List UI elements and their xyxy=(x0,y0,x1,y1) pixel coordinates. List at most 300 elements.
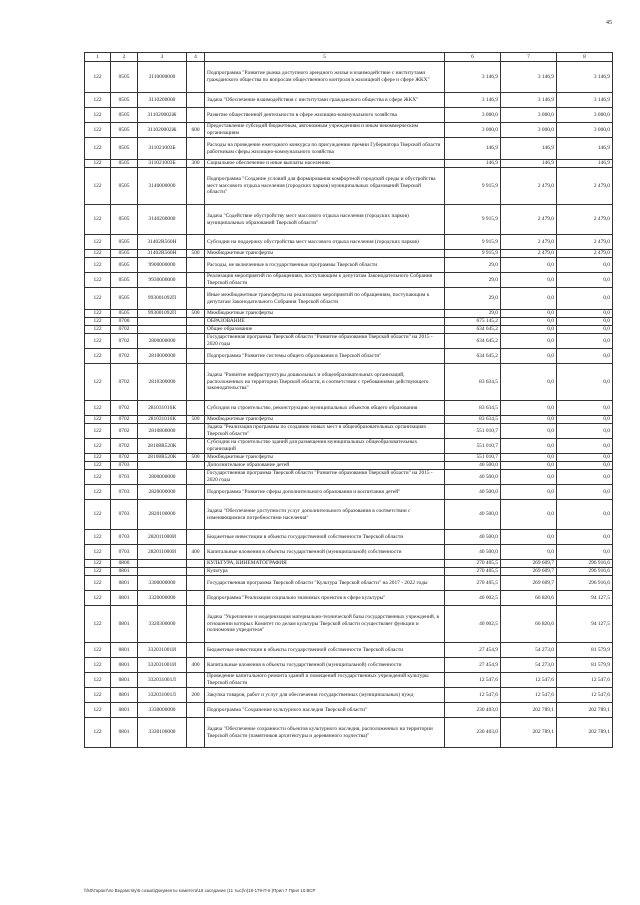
amount-year3-cell: 94 127,5 xyxy=(557,591,613,606)
amount-year2-cell: 0,0 xyxy=(501,500,557,530)
ministry-code-cell: 122 xyxy=(85,568,111,576)
amount-year3-cell: 0,0 xyxy=(557,401,613,416)
table-row xyxy=(85,326,613,334)
section-code-cell: 0702 xyxy=(111,424,138,439)
amount-year3-cell: 0,0 xyxy=(557,530,613,545)
amount-year1-cell: 230 403,0 xyxy=(445,703,501,718)
ministry-code-cell: 122 xyxy=(85,462,111,470)
section-code-cell: 0702 xyxy=(111,454,138,462)
amount-year2-cell: 2 479,0 xyxy=(501,205,557,235)
amount-year2-cell: 0,0 xyxy=(501,545,557,560)
table-row xyxy=(85,439,613,454)
amount-year1-cell: 29,0 xyxy=(445,258,501,273)
amount-year3-cell: 202 789,1 xyxy=(557,718,613,748)
section-code-cell: 0703 xyxy=(111,462,138,470)
section-code-cell: 0505 xyxy=(111,250,138,258)
target-article-cell: 2800000000 xyxy=(138,334,187,349)
description-cell: Общее образование xyxy=(205,326,445,334)
expense-type-cell xyxy=(187,643,205,658)
description-cell: Государственная программа Тверской области "Развитие образования Тверской области" на 2015 - 2020 годы xyxy=(205,470,445,485)
amount-year3-cell: 0,0 xyxy=(557,288,613,310)
expense-type-cell: 400 xyxy=(187,545,205,560)
amount-year1-cell: 270 405,5 xyxy=(445,576,501,591)
amount-year1-cell: 270 405,5 xyxy=(445,568,501,576)
amount-year3-cell: 2 479,0 xyxy=(557,205,613,235)
amount-year1-cell: 230 403,0 xyxy=(445,718,501,748)
target-article-cell: 2810000000 xyxy=(138,349,187,364)
section-code-cell: 0801 xyxy=(111,576,138,591)
ministry-code-cell: 122 xyxy=(85,718,111,748)
section-code-cell: 0703 xyxy=(111,530,138,545)
ministry-code-cell: 122 xyxy=(85,258,111,273)
section-code-cell: 0702 xyxy=(111,334,138,349)
amount-year3-cell: 2 479,0 xyxy=(557,250,613,258)
ministry-code-cell: 122 xyxy=(85,688,111,703)
amount-year1-cell: 634 645,2 xyxy=(445,326,501,334)
table-row xyxy=(85,401,613,416)
expense-type-cell: 400 xyxy=(187,658,205,673)
amount-year1-cell: 40 500,0 xyxy=(445,500,501,530)
amount-year2-cell: 0,0 xyxy=(501,462,557,470)
target-article-cell: 31402R560Н xyxy=(138,235,187,250)
amount-year2-cell: 202 789,1 xyxy=(501,703,557,718)
section-code-cell: 0505 xyxy=(111,205,138,235)
target-article-cell: 9900000000 xyxy=(138,258,187,273)
column-number: 4 xyxy=(187,53,205,62)
amount-year3-cell: 0,0 xyxy=(557,258,613,273)
table-row xyxy=(85,454,613,462)
table-row xyxy=(85,718,613,748)
expense-type-cell xyxy=(187,568,205,576)
section-code-cell: 0505 xyxy=(111,235,138,250)
ministry-code-cell: 122 xyxy=(85,439,111,454)
description-cell: Задача "Развитие инфраструктуры дошкольных и общеобразовательных организаций, расположенных на территории Тверской области, в соответствии с требованиями действующего законодательства" xyxy=(205,364,445,401)
ministry-code-cell: 122 xyxy=(85,138,111,160)
expense-type-cell xyxy=(187,606,205,643)
amount-year2-cell: 3 000,0 xyxy=(501,123,557,138)
table-row xyxy=(85,108,613,123)
expense-type-cell xyxy=(187,205,205,235)
amount-year2-cell: 269 609,7 xyxy=(501,568,557,576)
description-cell: Реализация мероприятий по обращениям, поступающим к депутатам Законодательного Собрания Тверской области xyxy=(205,273,445,288)
amount-year2-cell: 0,0 xyxy=(501,326,557,334)
section-code-cell: 0703 xyxy=(111,470,138,485)
amount-year3-cell: 0,0 xyxy=(557,439,613,454)
ministry-code-cell: 122 xyxy=(85,643,111,658)
amount-year2-cell: 3 146,9 xyxy=(501,62,557,93)
amount-year2-cell: 66 820,6 xyxy=(501,606,557,643)
amount-year2-cell: 0,0 xyxy=(501,485,557,500)
amount-year2-cell: 202 789,1 xyxy=(501,718,557,748)
section-code-cell: 0801 xyxy=(111,591,138,606)
amount-year2-cell: 2 479,0 xyxy=(501,168,557,205)
amount-year1-cell: 270 405,5 xyxy=(445,560,501,568)
amount-year3-cell: 3 000,0 xyxy=(557,123,613,138)
amount-year3-cell: 0,0 xyxy=(557,318,613,326)
target-article-cell: 311020002Ж xyxy=(138,123,187,138)
target-article-cell: 311021003Б xyxy=(138,160,187,168)
table-row xyxy=(85,310,613,318)
amount-year2-cell: 0,0 xyxy=(501,318,557,326)
table-row xyxy=(85,688,613,703)
description-cell: Субсидии на строительство, реконструкцию муниципальных объектов общего образования xyxy=(205,401,445,416)
column-number: 3 xyxy=(138,53,187,62)
target-article-cell: 332031001Л xyxy=(138,673,187,688)
amount-year1-cell: 40 500,0 xyxy=(445,470,501,485)
description-cell: КУЛЬТУРА, КИНЕМАТОГРАФИЯ xyxy=(205,560,445,568)
expense-type-cell xyxy=(187,485,205,500)
amount-year1-cell: 83 634,5 xyxy=(445,416,501,424)
amount-year2-cell: 0,0 xyxy=(501,288,557,310)
amount-year2-cell: 269 609,7 xyxy=(501,576,557,591)
table-row xyxy=(85,349,613,364)
amount-year1-cell: 29,0 xyxy=(445,310,501,318)
page-number: 45 xyxy=(606,20,612,26)
description-cell: Подпрограмма "Создание условий для формирования комфортной городской среды и обустройства мест массового отдыха населения (городских парков) муниципальных образований Тверской области" xyxy=(205,168,445,205)
amount-year1-cell: 83 634,5 xyxy=(445,401,501,416)
amount-year2-cell: 0,0 xyxy=(501,334,557,349)
description-cell: Государственная программа Тверской области "Культура Тверской области" на 2017 - 2022 годы xyxy=(205,576,445,591)
amount-year2-cell: 3 146,9 xyxy=(501,93,557,108)
section-code-cell: 0505 xyxy=(111,288,138,310)
budget-table-container xyxy=(84,52,612,748)
target-article-cell: 2800000000 xyxy=(138,470,187,485)
section-code-cell: 0801 xyxy=(111,643,138,658)
target-article-cell: 3110000000 xyxy=(138,62,187,93)
amount-year3-cell: 81 579,9 xyxy=(557,643,613,658)
table-row xyxy=(85,258,613,273)
amount-year2-cell: 3 000,0 xyxy=(501,108,557,123)
ministry-code-cell: 122 xyxy=(85,530,111,545)
amount-year3-cell: 0,0 xyxy=(557,349,613,364)
ministry-code-cell: 122 xyxy=(85,326,111,334)
expense-type-cell xyxy=(187,318,205,326)
section-code-cell: 0800 xyxy=(111,560,138,568)
amount-year1-cell: 634 645,2 xyxy=(445,349,501,364)
section-code-cell: 0702 xyxy=(111,364,138,401)
budget-table xyxy=(84,52,613,748)
description-cell: Предоставление субсидий бюджетным, автономным учреждениям и иным некоммерческим организациям xyxy=(205,123,445,138)
description-cell: Межбюджетные трансферты xyxy=(205,250,445,258)
amount-year3-cell: 12 547,6 xyxy=(557,688,613,703)
amount-year1-cell: 3 146,9 xyxy=(445,93,501,108)
ministry-code-cell: 122 xyxy=(85,349,111,364)
table-row xyxy=(85,673,613,688)
ministry-code-cell: 122 xyxy=(85,673,111,688)
expense-type-cell xyxy=(187,273,205,288)
target-article-cell: 3140000000 xyxy=(138,168,187,205)
section-code-cell: 0505 xyxy=(111,108,138,123)
amount-year3-cell: 0,0 xyxy=(557,326,613,334)
ministry-code-cell: 122 xyxy=(85,364,111,401)
expense-type-cell xyxy=(187,235,205,250)
table-row xyxy=(85,606,613,643)
expense-type-cell xyxy=(187,326,205,334)
description-cell: Государственная программа Тверской области "Развитие образования Тверской области" на 2015 - 2020 годы xyxy=(205,334,445,349)
section-code-cell: 0505 xyxy=(111,310,138,318)
table-row xyxy=(85,462,613,470)
table-row xyxy=(85,560,613,568)
target-article-cell: 28108R520К xyxy=(138,454,187,462)
amount-year1-cell: 27 454,9 xyxy=(445,643,501,658)
amount-year2-cell: 0,0 xyxy=(501,530,557,545)
ministry-code-cell: 122 xyxy=(85,703,111,718)
section-code-cell: 0505 xyxy=(111,168,138,205)
table-row xyxy=(85,160,613,168)
description-cell: Задача "Укрепление и модернизация материально-технической базы государственных учреждений, в отношении которых Комитет по делам культуры Тверской области осуществляет функции и полномочия учредителя" xyxy=(205,606,445,643)
expense-type-cell xyxy=(187,439,205,454)
ministry-code-cell: 122 xyxy=(85,273,111,288)
amount-year2-cell: 0,0 xyxy=(501,439,557,454)
expense-type-cell xyxy=(187,62,205,93)
expense-type-cell xyxy=(187,703,205,718)
amount-year3-cell: 81 579,9 xyxy=(557,658,613,673)
amount-year1-cell: 9 915,9 xyxy=(445,205,501,235)
ministry-code-cell: 122 xyxy=(85,160,111,168)
ministry-code-cell: 122 xyxy=(85,606,111,643)
amount-year2-cell: 0,0 xyxy=(501,310,557,318)
column-number: 7 xyxy=(501,53,557,62)
expense-type-cell xyxy=(187,673,205,688)
target-article-cell: 282011000И xyxy=(138,545,187,560)
section-code-cell: 0703 xyxy=(111,500,138,530)
amount-year1-cell: 675 145,2 xyxy=(445,318,501,326)
amount-year1-cell: 40 500,0 xyxy=(445,485,501,500)
expense-type-cell: 500 xyxy=(187,416,205,424)
section-code-cell: 0505 xyxy=(111,258,138,273)
amount-year1-cell: 40 002,5 xyxy=(445,591,501,606)
section-code-cell: 0505 xyxy=(111,273,138,288)
target-article-cell: 3330000000 xyxy=(138,703,187,718)
expense-type-cell xyxy=(187,591,205,606)
amount-year2-cell: 0,0 xyxy=(501,416,557,424)
table-row xyxy=(85,273,613,288)
amount-year1-cell: 9 915,9 xyxy=(445,235,501,250)
amount-year1-cell: 3 146,9 xyxy=(445,62,501,93)
amount-year2-cell: 54 273,0 xyxy=(501,658,557,673)
amount-year1-cell: 3 000,0 xyxy=(445,108,501,123)
expense-type-cell: 200 xyxy=(187,688,205,703)
table-row xyxy=(85,545,613,560)
amount-year1-cell: 551 010,7 xyxy=(445,439,501,454)
table-row xyxy=(85,576,613,591)
amount-year2-cell: 0,0 xyxy=(501,401,557,416)
expense-type-cell: 500 xyxy=(187,454,205,462)
section-code-cell: 0702 xyxy=(111,326,138,334)
amount-year2-cell: 0,0 xyxy=(501,364,557,401)
description-cell: Межбюджетные трансферты xyxy=(205,310,445,318)
description-cell: Подпрограмма "Реализация социально значимых проектов в сфере культуры" xyxy=(205,591,445,606)
budget-table-body xyxy=(85,53,613,748)
amount-year1-cell: 3 000,0 xyxy=(445,123,501,138)
description-cell: Подпрограмма "Сохранение культурного наследия Тверской области" xyxy=(205,703,445,718)
table-row xyxy=(85,334,613,349)
table-row xyxy=(85,658,613,673)
target-article-cell: 3140200000 xyxy=(138,205,187,235)
description-cell: Задача "Обеспечение взаимодействия с институтами гражданского общества в сфере ЖКХ" xyxy=(205,93,445,108)
target-article-cell: 993001092П xyxy=(138,310,187,318)
description-cell: Социальное обеспечение и иные выплаты населению xyxy=(205,160,445,168)
section-code-cell: 0801 xyxy=(111,658,138,673)
target-article-cell: 993001092П xyxy=(138,288,187,310)
table-row xyxy=(85,643,613,658)
section-code-cell: 0505 xyxy=(111,62,138,93)
amount-year2-cell: 0,0 xyxy=(501,258,557,273)
target-article-cell: 28108R520К xyxy=(138,439,187,454)
amount-year3-cell: 2 479,0 xyxy=(557,168,613,205)
amount-year2-cell: 2 479,0 xyxy=(501,235,557,250)
section-code-cell: 0700 xyxy=(111,318,138,326)
amount-year1-cell: 9 915,9 xyxy=(445,168,501,205)
description-cell: Задача "Реализация программы по созданию новых мест в общеобразовательных организациях Тверской области" xyxy=(205,424,445,439)
table-row xyxy=(85,416,613,424)
amount-year3-cell: 146,9 xyxy=(557,160,613,168)
target-article-cell: 2820000000 xyxy=(138,485,187,500)
amount-year3-cell: 12 547,6 xyxy=(557,673,613,688)
amount-year3-cell: 0,0 xyxy=(557,273,613,288)
table-row xyxy=(85,568,613,576)
expense-type-cell xyxy=(187,288,205,310)
table-row xyxy=(85,318,613,326)
column-number: 2 xyxy=(111,53,138,62)
expense-type-cell: 500 xyxy=(187,310,205,318)
amount-year1-cell: 9 915,9 xyxy=(445,250,501,258)
target-article-cell: 332031001И xyxy=(138,643,187,658)
description-cell: ОБРАЗОВАНИЕ xyxy=(205,318,445,326)
amount-year3-cell: 0,0 xyxy=(557,485,613,500)
column-number: 1 xyxy=(85,53,111,62)
description-cell: Капитальные вложения в объекты государственной (муниципальной) собственности xyxy=(205,545,445,560)
target-article-cell: 3110200000 xyxy=(138,93,187,108)
description-cell: Бюджетные инвестиции в объекты государственной собственности Тверской области xyxy=(205,643,445,658)
table-row xyxy=(85,500,613,530)
expense-type-cell xyxy=(187,462,205,470)
table-row xyxy=(85,703,613,718)
expense-type-cell: 300 xyxy=(187,160,205,168)
amount-year1-cell: 40 500,0 xyxy=(445,530,501,545)
table-row xyxy=(85,530,613,545)
section-code-cell: 0702 xyxy=(111,439,138,454)
amount-year3-cell: 0,0 xyxy=(557,462,613,470)
expense-type-cell xyxy=(187,718,205,748)
ministry-code-cell: 122 xyxy=(85,485,111,500)
target-article-cell xyxy=(138,462,187,470)
expense-type-cell: 500 xyxy=(187,250,205,258)
amount-year2-cell: 0,0 xyxy=(501,470,557,485)
section-code-cell: 0505 xyxy=(111,160,138,168)
section-code-cell: 0801 xyxy=(111,673,138,688)
expense-type-cell xyxy=(187,560,205,568)
target-article-cell: 332031001Л xyxy=(138,688,187,703)
amount-year2-cell: 0,0 xyxy=(501,454,557,462)
amount-year1-cell: 12 547,6 xyxy=(445,688,501,703)
target-article-cell xyxy=(138,326,187,334)
amount-year3-cell: 0,0 xyxy=(557,470,613,485)
amount-year1-cell: 40 002,5 xyxy=(445,606,501,643)
expense-type-cell xyxy=(187,138,205,160)
table-row xyxy=(85,93,613,108)
amount-year3-cell: 296 916,6 xyxy=(557,568,613,576)
section-code-cell: 0505 xyxy=(111,138,138,160)
table-row xyxy=(85,205,613,235)
section-code-cell: 0702 xyxy=(111,401,138,416)
amount-year3-cell: 0,0 xyxy=(557,334,613,349)
description-cell: Подпрограмма "Развитие рынка доступного арендного жилья и взаимодействие с институтами гражданского общества по вопросам общественного контроля в жилищной сфере и сфере ЖКХ" xyxy=(205,62,445,93)
table-row xyxy=(85,123,613,138)
section-code-cell: 0801 xyxy=(111,703,138,718)
amount-year2-cell: 0,0 xyxy=(501,424,557,439)
amount-year1-cell: 146,9 xyxy=(445,138,501,160)
amount-year2-cell: 146,9 xyxy=(501,160,557,168)
amount-year1-cell: 27 454,9 xyxy=(445,658,501,673)
target-article-cell: 3300000000 xyxy=(138,576,187,591)
table-row xyxy=(85,485,613,500)
description-cell: Подпрограмма "Развитие сферы дополнительного образования и воспитания детей" xyxy=(205,485,445,500)
amount-year3-cell: 0,0 xyxy=(557,545,613,560)
description-cell: Капитальные вложения в объекты государственной (муниципальной) собственности xyxy=(205,658,445,673)
target-article-cell: 311020002Ж xyxy=(138,108,187,123)
target-article-cell: 9930000000 xyxy=(138,273,187,288)
expense-type-cell xyxy=(187,470,205,485)
section-code-cell: 0801 xyxy=(111,718,138,748)
amount-year2-cell: 269 609,7 xyxy=(501,560,557,568)
ministry-code-cell: 122 xyxy=(85,205,111,235)
ministry-code-cell: 122 xyxy=(85,591,111,606)
column-number: 5 xyxy=(205,53,445,62)
amount-year3-cell: 94 127,5 xyxy=(557,606,613,643)
amount-year2-cell: 2 479,0 xyxy=(501,250,557,258)
ministry-code-cell: 122 xyxy=(85,560,111,568)
expense-type-cell xyxy=(187,424,205,439)
table-row xyxy=(85,235,613,250)
amount-year3-cell: 0,0 xyxy=(557,424,613,439)
description-cell: Бюджетные инвестиции в объекты государственной собственности Тверской области xyxy=(205,530,445,545)
amount-year1-cell: 29,0 xyxy=(445,273,501,288)
description-cell: Задача "Обеспечение сохранности объектов культурного наследия, расположенных на территории Тверской области (памятников архитектуры и деревянного зодчества)" xyxy=(205,718,445,748)
ministry-code-cell: 122 xyxy=(85,401,111,416)
amount-year1-cell: 634 645,2 xyxy=(445,334,501,349)
amount-year3-cell: 2 479,0 xyxy=(557,235,613,250)
target-article-cell: 281031016К xyxy=(138,401,187,416)
ministry-code-cell: 122 xyxy=(85,93,111,108)
expense-type-cell xyxy=(187,401,205,416)
description-cell: Субсидии на строительство зданий для размещения муниципальных общеобразовательных организаций xyxy=(205,439,445,454)
description-cell: Иные межбюджетные трансферты на реализацию мероприятий по обращениям, поступающим к депутатам Законодательного Собрания Тверской области xyxy=(205,288,445,310)
description-cell: Межбюджетные трансферты xyxy=(205,416,445,424)
amount-year1-cell: 551 010,7 xyxy=(445,424,501,439)
amount-year1-cell: 40 500,0 xyxy=(445,462,501,470)
ministry-code-cell: 122 xyxy=(85,318,111,326)
description-cell: Развитие общественной деятельности в сфере жилищно-коммунального хозяйства xyxy=(205,108,445,123)
target-article-cell xyxy=(138,560,187,568)
table-row xyxy=(85,591,613,606)
ministry-code-cell: 122 xyxy=(85,576,111,591)
amount-year2-cell: 0,0 xyxy=(501,273,557,288)
target-article-cell: 3320300000 xyxy=(138,606,187,643)
target-article-cell: 3320000000 xyxy=(138,591,187,606)
amount-year3-cell: 3 146,9 xyxy=(557,93,613,108)
amount-year3-cell: 0,0 xyxy=(557,310,613,318)
ministry-code-cell: 122 xyxy=(85,250,111,258)
table-row xyxy=(85,470,613,485)
target-article-cell: 2820100000 xyxy=(138,500,187,530)
amount-year2-cell: 12 547,6 xyxy=(501,673,557,688)
amount-year1-cell: 551 010,7 xyxy=(445,454,501,462)
expense-type-cell xyxy=(187,576,205,591)
description-cell: Задача "Содействие обустройству мест массового отдыха населения (городских парков) муниципальных образований Тверской области" xyxy=(205,205,445,235)
table-row xyxy=(85,250,613,258)
amount-year2-cell: 12 547,6 xyxy=(501,688,557,703)
